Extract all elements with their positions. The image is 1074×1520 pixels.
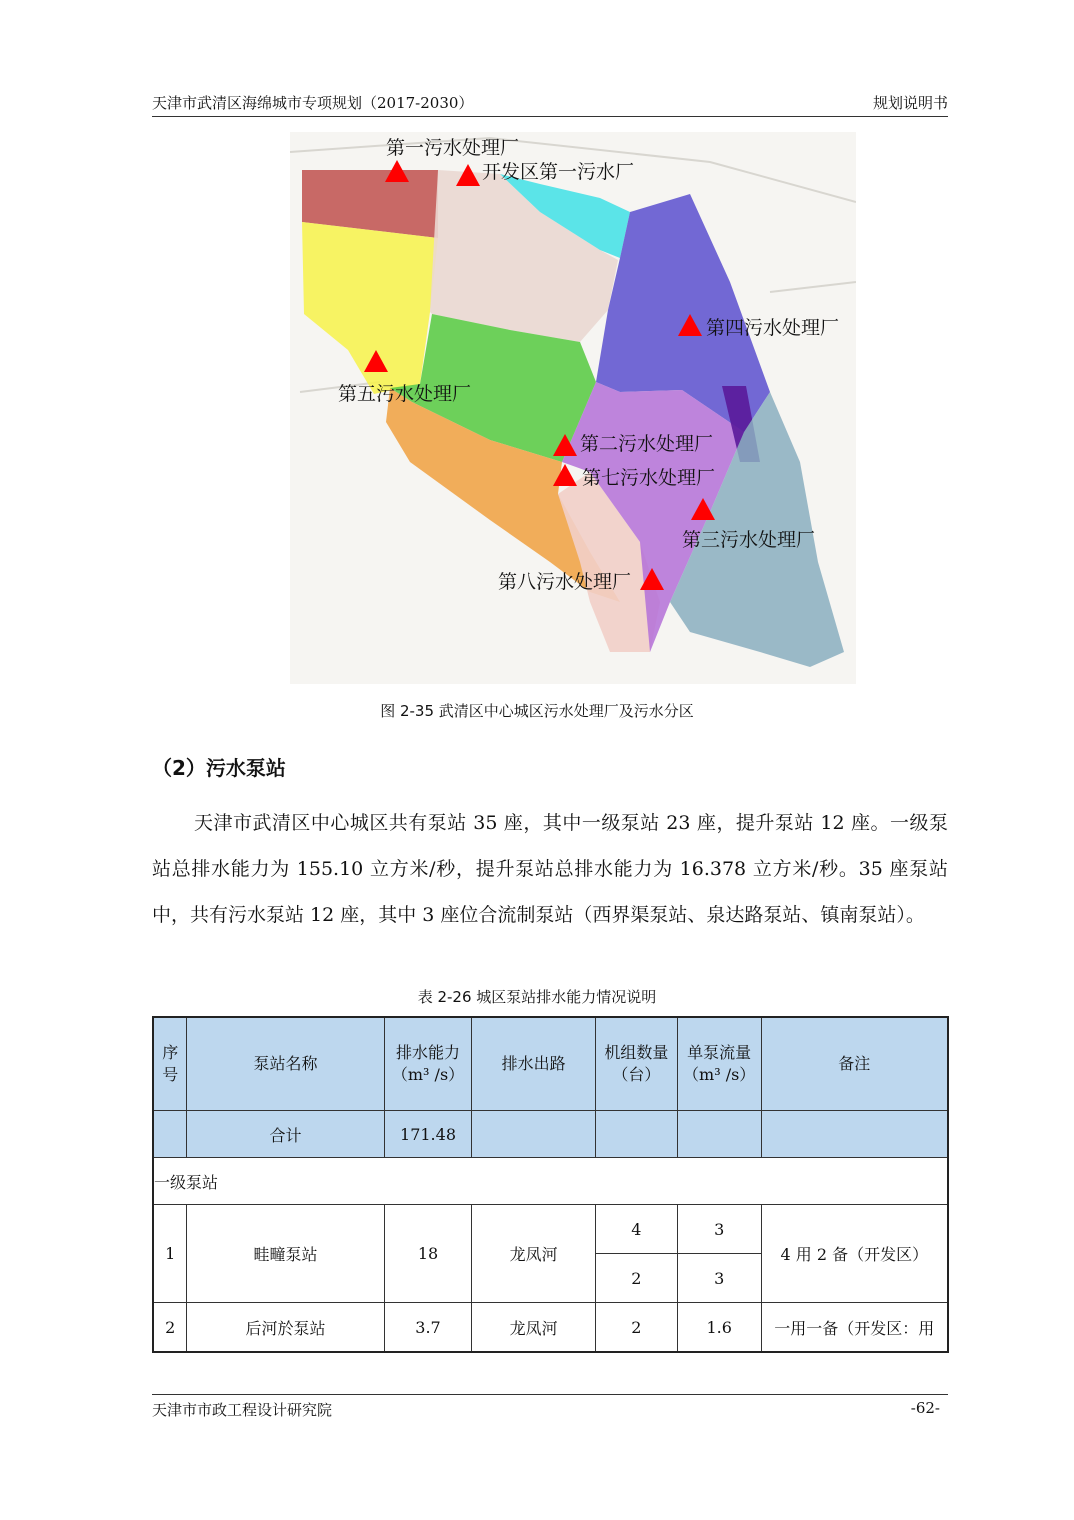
map-label-plant-5: 第五污水处理厂 [338,383,472,405]
row-seq: 2 [153,1303,187,1353]
header-title: 天津市武清区海绵城市专项规划（2017-2030） [152,94,474,112]
sewage-zone-map [290,132,856,684]
table-total-row [153,1111,948,1158]
map-label-plant-kaifaqu: 开发区第一污水厂 [482,161,635,183]
map-svg [290,132,856,684]
row-seq: 1 [153,1205,187,1303]
header-outlet: 排水出路 [472,1017,596,1111]
group-label: 一级泵站 [153,1158,948,1205]
row-units: 2 [595,1303,677,1353]
total-label: 合计 [187,1111,384,1158]
page-header [152,92,948,117]
header-remark: 备注 [761,1017,948,1111]
header-capacity: 排水能力 （m³ /s） [384,1017,472,1111]
map-label-plant-7: 第七污水处理厂 [582,467,716,489]
total-capacity: 171.48 [384,1111,472,1158]
body-paragraph: 天津市武清区中心城区共有泵站 35 座，其中一级泵站 23 座，提升泵站 12 座。一级泵站总排水能力为 155.10 立方米/秒，提升泵站总排水能力为 16.378 立方米/秒。35 座泵站中，共有污水泵站 12 座，其中 3 座位合流制泵站（西界渠泵站、泉达路泵站、镇南泵站）。 [152,812,948,926]
map-label-plant-3: 第三污水处理厂 [682,529,816,551]
header-doc-type: 规划说明书 [872,94,948,112]
row-flow: 1.6 [677,1303,761,1353]
header-flow: 单泵流量 （m³ /s） [677,1017,761,1111]
footer-org: 天津市市政工程设计研究院 [152,1401,333,1419]
table-row [153,1205,948,1254]
header-name: 泵站名称 [187,1017,384,1111]
pump-station-table [152,1016,949,1353]
row-remark: 4 用 2 备（开发区） [761,1205,948,1303]
row-outlet: 龙凤河 [472,1205,596,1303]
row-flow: 3 [677,1205,761,1254]
row-flow: 3 [677,1254,761,1303]
table-caption: 表 2-26 城区泵站排水能力情况说明 [417,988,657,1006]
section-heading: （2）污水泵站 [152,756,286,780]
row-capacity: 3.7 [384,1303,472,1353]
row-outlet: 龙凤河 [472,1303,596,1353]
map-label-plant-4: 第四污水处理厂 [706,317,840,339]
row-units: 4 [595,1205,677,1254]
table-row [153,1303,948,1353]
figure-caption: 图 2-35 武清区中心城区污水处理厂及污水分区 [380,702,694,720]
table-group-row [153,1158,948,1205]
table-header-row [153,1017,948,1111]
row-name: 后河於泵站 [187,1303,384,1353]
header-seq: 序 号 [153,1017,187,1111]
row-capacity: 18 [384,1205,472,1303]
map-label-plant-1: 第一污水处理厂 [386,137,520,159]
page-footer [152,1394,948,1419]
map-label-plant-8: 第八污水处理厂 [498,571,632,593]
row-remark: 一用一备（开发区：用 [761,1303,948,1353]
header-units: 机组数量 （台） [595,1017,677,1111]
map-label-plant-2: 第二污水处理厂 [580,433,714,455]
row-name: 畦疃泵站 [187,1205,384,1303]
row-units: 2 [595,1254,677,1303]
page-number: -62- [910,1399,940,1417]
